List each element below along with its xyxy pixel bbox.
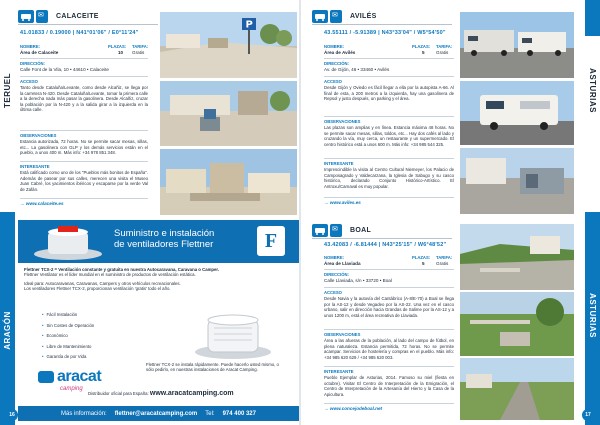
entry-access: Tanto desde Cataluña/Levante, como desde Alcañiz, se llega por la carretera N-420. Desde Cataluña/Levante, tomar la primera calle a la derecha nada más pasar la gasolinera. Desde Alcañiz, cruzar la población por la N-420 y a la salida girar a la izquierda en la última calle. [20,85,149,113]
list-item: • Sin Costes de Operación [42,321,94,332]
entry-boal: ✉ BOAL 43.42083 / -6.81444 | N43°25'15" / W6°48'52" NOMBRE: Área de Llaviada PLAZAS: 5 TARIFA: Gratis DIRECCIÓN: Calle Llaviada, s/n • 33720 • Boal ACCESO Desde Navia y la autovía del Cantábrico (A-8/E-70) a Boal se llega por la AS-12 y desde Vegadeo por la AS-22. Una vez en el casco urbano, salir en dirección hacia Grandas de Salime por la AS-12 y a unos 1200 m, está el área recreativa de Llaviada. OBSERVACIONES Área a las afueras de la población, al lado del campo de fútbol, en plena naturaleza. Estancia permitida, 72 horas. No se permite acampar. Servicios de hostelería y compras en el pueblo. Más info: +34 985 620 629 / +34 985 620 003. INTERESANTE Pueblo Ejemplar de Asturias, 2014. Famoso su miel (fiesta en octubre). Visitar El Centro de Interpretación de la Emigración, el Centro de Interpretación de la Artesanía del Hierro y la Casa de la Apicultura. → www.concejodeboal.net [304,222,586,422]
entry-name: Área de Avilés [324,50,356,55]
list-item: • Económico [42,331,94,342]
campervan-icon [18,10,34,23]
left-region-label: TERUEL [3,72,12,108]
parking-area-photo [160,12,297,78]
rural-parking-photo [460,224,574,290]
contact-email[interactable]: flettner@aracatcamping.com [114,410,198,417]
ventilator-icon [28,222,108,262]
entry-title: BOAL [350,226,372,234]
ad-intro: Flettner TCX-2 = Ventilación constante y gratuita en nuestra Autocaravana, Caravana o Camper. [24,267,220,272]
svg-text:P: P [245,19,253,31]
entry-title: CALACEITE [56,12,99,20]
entry-coordinates: 43.42083 / -6.81444 | N43°25'15" / W6°48'52" [324,242,447,248]
flettner-advertisement: Suministro e instalación de ventiladores Flettner F Flettner TCX-2 = Ventilación constante y gratuita en nuestra Autocaravana, Caravana o Camper. Flettner Ventilator es el líder mundial en el suministro de productos de ventilación estática. Ideal para: Autocaravanas, Caravanas, Campers y otros vehículos recreacionales. Los ventiladores Flettner TCX-2, proporcionan ventilación 'gratis' todo el año. • Fácil Instalación • Sin Costes de Operación • Económico • Libre de Mantenimiento • Garantía de por Vida Flettner TCX-2 se instala rápidamente. Puede hacerlo usted mismo, o sólo pedirlo, en nuestras instalaciones de Aracat Camping. aracat camping Distribuidor oficial para España: www.aracatcamping.com Más información: flettner@aracatcamping.com Tel: 974 400 327 [18,220,299,421]
entry-name: Área de Llaviada [324,261,361,266]
entry-web-link[interactable]: → www.calaceite.es [20,201,64,206]
entry-name: Área de Calaceite [20,50,59,55]
right-page-number: 17 [582,409,594,421]
campervan-icon [38,371,54,383]
campervan-icon [312,224,328,237]
entry-coordinates: 43.55111 / -5.91389 | N43°33'04" / W5°54'50" [324,30,446,36]
entry-header [18,8,99,24]
arrow-right-icon: → [324,406,330,411]
ad-contact-bar: Más información: flettner@aracatcamping.com Tel: 974 400 327 [18,406,299,421]
entry-aviles: ✉ AVILÉS 43.55111 / -5.91389 | N43°33'04" / W5°54'50" NOMBRE: Área de Avilés PLAZAS: 5 TARIFA: Gratis DIRECCIÓN: Av. de Gijón, 46 • 33460 • Avilés ACCESO Desde Gijón y Oviedo es fácil llegar a ella por la autopista A-66. Al final de esta, a 200 metros a la izquierda, hay una gasolinera de Repsol y justo después, un parking y el área. OBSERVACIONES Las plazas son amplias y en línea. Estancia máxima 48 horas. No se permite sacar mesas, sillas, toldos, etc... Hay dos cafés al lado y cruzando la vía, muy cerca, un restaurante y un supermercado. El centro histórico está a unos 600 m. Más info: +34 985 544 325. INTERESANTE Imprescindible la visita al Centro Cultural Niemeyer, los Palacio de Camposagrado y Valdecarzana, la Iglesia de Sabugo y su casco histórico, declarado Conjunto Histórico-Artístico. El Antroxu/Carnaval es muy popular. → www.aviles.es [304,8,586,218]
entry-interesting: Está calificado como uno de los "Pueblos más bonitos de España". Además de pasear por sus calles, merecen una visita el Museo Juan Cabré, los yacimientos ibéricos y escaparse por la verde Val de Zafán. [20,170,148,192]
village-view-photo [160,149,297,215]
entry-coordinates: 41.01833 / 0.19000 | N41°01'06" / E0°11'24" [20,30,139,36]
list-item: • Garantía de por Vida [42,352,94,363]
ad-headline-1: Suministro e instalación [114,228,215,239]
list-item: • Fácil Instalación [42,310,94,321]
entry-observations: Las plazas son amplias y en línea. Estancia máxima 48 horas. No se permite sacar mesas, sillas, toldos, etc... Hay dos cafés al lado y cruzando la vía, muy cerca, un restaurante y un supermercado. El centro histórico está a unos 600 m. Más info: +34 985 544 325. [324,125,454,147]
entry-address: Calle Font de la Vila, 10 • 44610 • Calaceite [20,67,109,72]
service-area-photo [460,148,574,214]
entry-web-link[interactable]: → www.aviles.es [324,200,361,205]
aracat-logo: aracat camping [38,368,101,386]
mail-icon [330,224,342,237]
entry-spots: 5 [422,261,425,266]
campervan-icon [312,10,328,23]
right-region-label: ASTURIAS [588,67,598,113]
left-section-label: ARAGÓN [3,310,12,350]
left-page-number: 16 [6,409,18,421]
contact-phone: 974 400 327 [222,410,256,417]
ventilator-product-image [188,302,278,362]
list-item: • Libre de Mantenimiento [42,342,94,353]
arrow-right-icon: → [324,200,330,205]
green-area-photo [460,292,574,356]
ad-header [18,220,299,263]
ad-feature-list [42,310,94,363]
entry-address: Calle Llaviada, s/n • 33720 • Boal [324,278,392,283]
road-view-photo [460,358,574,420]
entry-access: Desde Gijón y Oviedo es fácil llegar a ella por la autopista A-66. Al final de esta, a 200 metros a la izquierda, hay una gasolinera de Repsol y justo después, un parking y el área. [324,85,454,102]
entry-interesting: Pueblo Ejemplar de Asturias, 2014. Famoso su miel (fiesta en octubre). Visitar El Centro de Interpretación de la Emigración, el Centro de Interpretación de la Artesanía del Hierro y la Casa de la Apicultura. [324,375,454,397]
mail-icon [36,10,48,23]
entry-fee: Gratis [132,50,145,55]
flettner-logo: F [257,226,285,256]
entry-header [312,8,377,24]
entry-access: Desde Navia y la autovía del Cantábrico (A-8/E-70) a Boal se llega por la AS-12 y desde Vegadeo por la AS-22. Una vez en el casco urbano, salir en dirección hacia Grandas de Salime por la AS-12 y a unos 1200 m, está el área recreativa de Llaviada. [324,296,454,318]
campers-photo [460,12,574,78]
entry-observations: Estancia autorizada, 72 horas. No se permite sacar mesas, sillas, etc... La gasolinera con GLP y los demás servicios están en el pueblo, a unos 400 m. Más info: +34 978 851 348. [20,139,148,156]
entry-observations: Área a las afueras de la población, al lado del campo de fútbol, en plena naturaleza. Estancia permitida, 72 horas. No se permite acampar. Servicios de hostelería y compras en el pueblo. Más info: +34 985 620 629 / +34 985 620 003. [324,338,454,360]
page-gutter [299,0,301,425]
mail-icon [330,10,342,23]
motorhome-photo [460,81,574,145]
ad-headline-2: de ventiladores Flettner [114,239,214,250]
right-side-strip [585,0,600,425]
ad-install-note: Flettner TCX-2 se instala rápidamente. Puede hacerlo usted mismo, o sólo pedirlo, en nuestras instalaciones de Aracat Camping. [146,362,279,373]
entry-web-link[interactable]: → www.concejodeboal.net [324,406,383,411]
service-point-photo [160,81,297,146]
entry-calaceite: ✉ CALACEITE 41.01833 / 0.19000 | N41°01'06" / E0°11'24" NOMBRE: Área de Calaceite PLAZAS: 10 TARIFA: Gratis DIRECCIÓN: Calle Font de la Vila, 10 • 44610 • Calaceite ACCESO Tanto desde Cataluña/Levante, como desde Alcañiz, se llega por la carretera N-420. Desde Cataluña/Levante, tomar la primera calle a la derecha nada más pasar la gasolinera. Desde Alcañiz, cruzar la población por la N-420 y a la salida girar a la izquierda en la última calle. OBSERVACIONES Estancia autorizada, 72 horas. No se permite sacar mesas, sillas, etc... La gasolinera con GLP y los demás servicios están en el pueblo, a unos 400 m. Más info: +34 978 851 348. INTERESANTE Está calificado como uno de los "Pueblos más bonitos de España". Además de pasear por sus calles, merecen una visita el Museo Juan Cabré, los yacimientos ibéricos y escaparse por la verde Val de Zafán. → www.calaceite.es P [18,8,299,218]
right-section-label: ASTURIAS [588,292,598,338]
entry-title: AVILÉS [350,12,377,20]
entry-interesting: Imprescindible la visita al Centro Cultural Niemeyer, los Palacio de Camposagrado y Valdecarzana, la Iglesia de Sabugo y su casco histórico, declarado Conjunto Histórico-Artístico. El Antroxu/Carnaval es muy popular. [324,167,454,189]
entry-spots: 10 [118,50,124,55]
entry-fee: Gratis [436,261,449,266]
entry-spots: 5 [422,50,425,55]
entry-header [312,222,371,238]
entry-fee: Gratis [436,50,449,55]
distributor-web-link[interactable]: www.aracatcamping.com [149,390,234,397]
left-side-strip [0,0,15,425]
arrow-right-icon: → [20,201,26,206]
entry-address: Av. de Gijón, 46 • 33460 • Avilés [324,67,390,72]
